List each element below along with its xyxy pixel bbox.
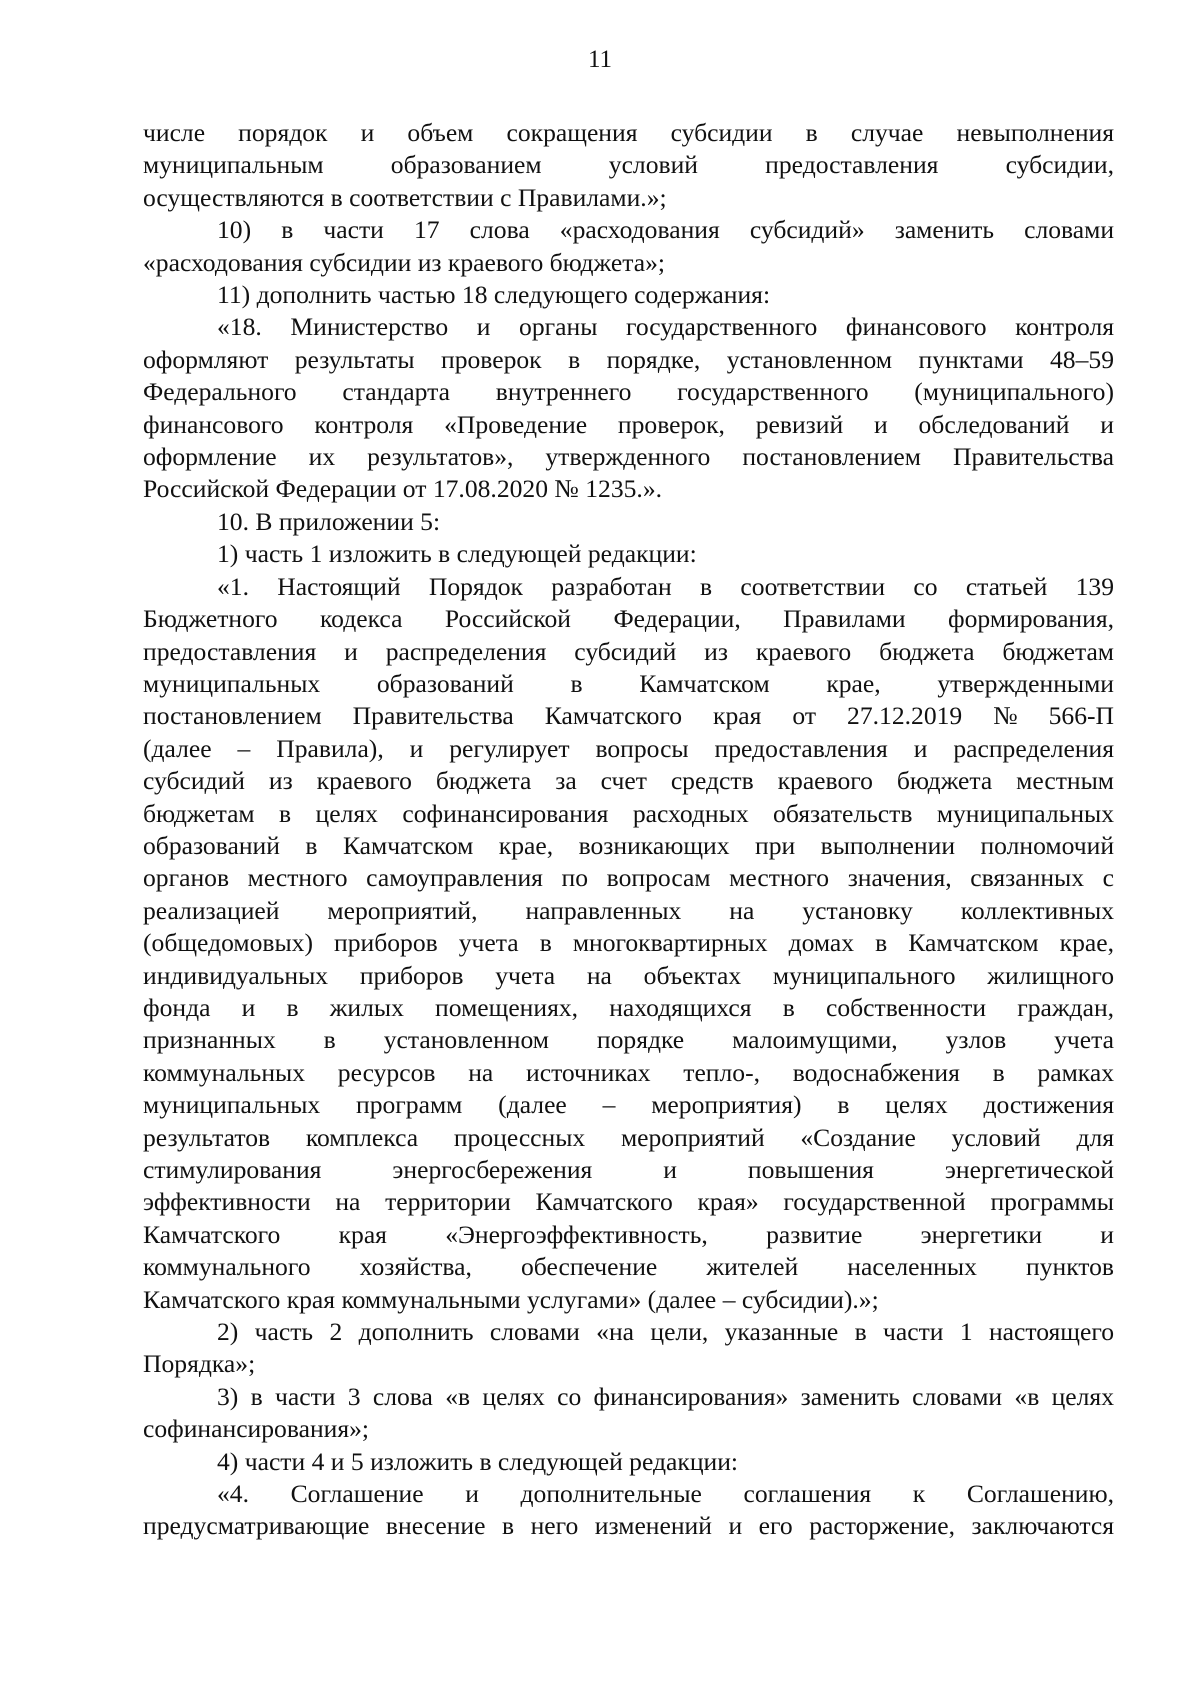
text-line: эффективности на территории Камчатского края» государственной программы	[143, 1187, 1114, 1217]
text-line: коммунальных ресурсов на источниках тепло-, водоснабжения в рамках	[143, 1057, 1114, 1087]
text-line: Бюджетного кодекса Российской Федерации, Правилами формирования,	[143, 604, 1114, 634]
text-line: признанных в установленном порядке малоимущими, узлов учета	[143, 1025, 1114, 1055]
text-line: образований в Камчатском крае, возникающих при выполнении полномочий	[143, 830, 1115, 860]
text-line: муниципальным образованием условий предоставления субсидии,	[143, 150, 1114, 180]
text-line: постановлением Правительства Камчатского края от 27.12.2019 № 566-П	[143, 701, 1115, 731]
text-line: 10. В приложении 5:	[217, 506, 441, 536]
text-line: «1. Настоящий Порядок разработан в соответствии со статьей 139	[217, 571, 1114, 601]
text-line: реализацией мероприятий, направленных на установку коллективных	[143, 895, 1114, 925]
text-line: 10) в части 17 слова «расходования субсидий» заменить словами	[217, 215, 1115, 245]
text-line: бюджетам в целях софинансирования расходных обязательств муниципальных	[143, 798, 1115, 828]
text-line: органов местного самоуправления по вопросам местного значения, связанных с	[143, 863, 1114, 893]
text-line: предоставления и распределения субсидий из краевого бюджета бюджетам	[143, 636, 1115, 666]
text-line: 11) дополнить частью 18 следующего содержания:	[217, 280, 771, 310]
text-line: 4) части 4 и 5 изложить в следующей редакции:	[217, 1446, 739, 1476]
text-line: стимулирования энергосбережения и повышения энергетической	[143, 1155, 1114, 1184]
text-line: «4. Соглашение и дополнительные соглашения к Соглашению,	[217, 1479, 1115, 1509]
document-body	[143, 117, 1114, 1543]
text-line: фонда и в жилых помещениях, находящихся в собственности граждан,	[143, 992, 1115, 1022]
text-line: «расходования субсидии из краевого бюджета»;	[143, 247, 665, 277]
text-line: предусматривающие внесение в него изменений и его расторжение, заключаются	[143, 1511, 1114, 1541]
text-line: Камчатского края коммунальными услугами» (далее – субсидии).»;	[143, 1284, 879, 1314]
text-line: 3) в части 3 слова «в целях со финансирования» заменить словами «в целях	[217, 1381, 1114, 1411]
text-line: Камчатского края «Энергоэффективность, развитие энергетики и	[143, 1219, 1115, 1249]
text-line: финансового контроля «Проведение проверок, ревизий и обследований и	[143, 409, 1115, 439]
text-line: коммунального хозяйства, обеспечение жителей населенных пунктов	[143, 1252, 1115, 1282]
text-line: муниципальных образований в Камчатском крае, утвержденными	[143, 668, 1114, 698]
text-line: софинансирования»;	[143, 1414, 370, 1444]
text-line: (далее – Правила), и регулирует вопросы предоставления и распределения	[143, 733, 1115, 763]
text-line: индивидуальных приборов учета на объектах муниципального жилищного	[143, 960, 1114, 990]
text-line: субсидий из краевого бюджета за счет средств краевого бюджета местным	[143, 766, 1115, 796]
text-line: результатов комплекса процессных мероприятий «Создание условий для	[143, 1122, 1115, 1152]
text-line: Российской Федерации от 17.08.2020 № 1235.».	[143, 474, 663, 504]
text-line: осуществляются в соответствии с Правилами.»;	[143, 182, 667, 212]
page-number: 11	[587, 46, 613, 73]
text-line: оформляют результаты проверок в порядке, установленном пунктами 48–59	[143, 344, 1114, 374]
text-line: Порядка»;	[143, 1349, 256, 1379]
text-line: Федерального стандарта внутреннего государственного (муниципального)	[143, 377, 1114, 407]
text-line: «18. Министерство и органы государственного финансового контроля	[217, 312, 1115, 342]
text-line: (общедомовых) приборов учета в многоквартирных домах в Камчатском крае,	[143, 928, 1114, 958]
text-line: оформление их результатов», утвержденного постановлением Правительства	[143, 442, 1115, 472]
text-line: 1) часть 1 изложить в следующей редакции:	[217, 539, 697, 569]
text-line: числе порядок и объем сокращения субсидии в случае невыполнения	[143, 118, 1114, 147]
text-line: муниципальных программ (далее – мероприятия) в целях достижения	[143, 1090, 1115, 1120]
text-line: 2) часть 2 дополнить словами «на цели, указанные в части 1 настоящего	[217, 1317, 1115, 1347]
